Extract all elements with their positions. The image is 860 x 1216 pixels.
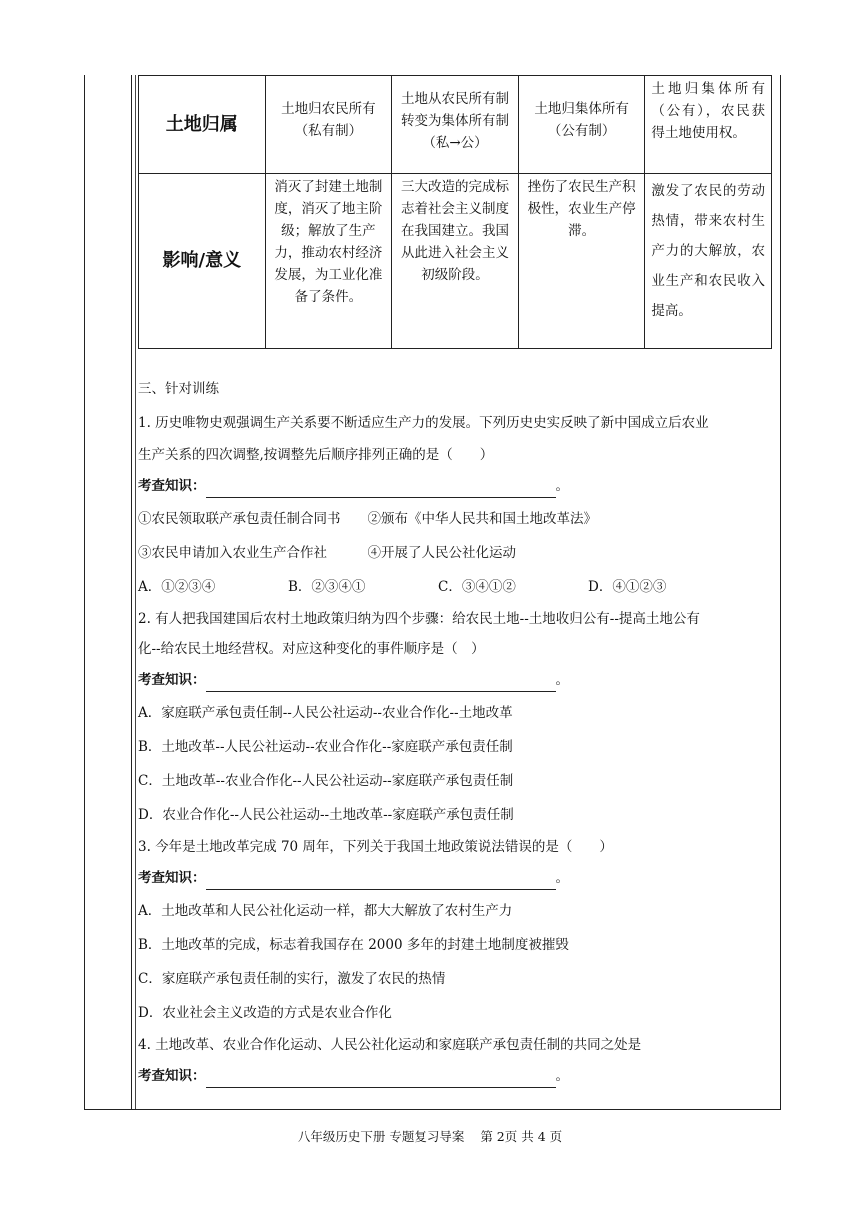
- table-cell: 三大改造的完成标志着社会主义制度在我国建立。我国从此进入社会主义初级阶段。: [392, 174, 519, 349]
- q4-knowledge-line: [138, 1060, 774, 1088]
- q2-option-c[interactable]: C．土地改革--农业合作化--人民公社运动--家庭联产承包责任制: [138, 773, 514, 789]
- table-row: [139, 76, 772, 174]
- option-d[interactable]: D．④①②③: [588, 579, 667, 595]
- q3-stem: 3. 今年是土地改革完成 70 周年，下列关于我国土地政策说法错误的是（ ）: [138, 839, 613, 855]
- footer-page-number: 第 2页 共 4 页: [480, 1129, 563, 1144]
- q2-option-b[interactable]: B．土地改革--人民公社运动--农业合作化--家庭联产承包责任制: [138, 739, 513, 755]
- q4-stem: 4. 土地改革、农业合作化运动、人民公社化运动和家庭联产承包责任制的共同之处是: [138, 1037, 642, 1053]
- row-header-impact: 影响/意义: [139, 174, 266, 349]
- row-header-ownership: 土地归属: [139, 76, 266, 174]
- q2-knowledge-line: [138, 664, 774, 692]
- q2-option-d[interactable]: D．农业合作化--人民公社运动--土地改革--家庭联产承包责任制: [138, 807, 514, 823]
- period: 。: [555, 870, 569, 886]
- footer-title: 八年级历史下册 专题复习导案: [297, 1129, 465, 1144]
- page-footer: [0, 1127, 860, 1145]
- option-a[interactable]: A．①②③④: [138, 579, 216, 595]
- table-cell: 土地归集体所有（公有），农民获得土地使用权。: [645, 76, 772, 174]
- table-cell: 激发了农民的劳动热情，带来农村生产力的大解放，农业生产和农民收入提高。: [645, 174, 772, 349]
- q1-items-line1: ①农民领取联产承包责任制合同书 ②颁布《中华人民共和国土地改革法》: [138, 511, 597, 527]
- table-cell: 土地从农民所有制转变为集体所有制（私→公）: [392, 76, 519, 174]
- table-cell: 土地归集体所有（公有制）: [518, 76, 645, 174]
- q3-knowledge-line: [138, 862, 774, 890]
- section-title: 三、针对训练: [138, 381, 219, 397]
- q3-option-c[interactable]: C．家庭联产承包责任制的实行，激发了农民的热情: [138, 971, 446, 987]
- period: 。: [555, 672, 569, 688]
- q2-stem-line1: 2. 有人把我国建国后农村土地政策归纳为四个步骤：给农民土地--土地收归公有--提高土地公有: [138, 611, 700, 627]
- comparison-table: [138, 75, 772, 349]
- exercise-section: [138, 372, 774, 1088]
- q3-option-b[interactable]: B．土地改革的完成，标志着我国存在 2000 多年的封建土地制度被摧毁: [138, 937, 569, 953]
- table-cell: 挫伤了农民生产积极性，农业生产停滞。: [518, 174, 645, 349]
- knowledge-label: 考查知识：: [138, 478, 206, 494]
- q1-stem-line2: 生产关系的四次调整,按调整先后顺序排列正确的是（ ）: [138, 447, 494, 463]
- knowledge-label: 考查知识：: [138, 870, 206, 886]
- table-cell: 消灭了封建土地制度，消灭了地主阶级；解放了生产力，推动农村经济发展，为工业化准备了条件。: [265, 174, 392, 349]
- q1-items-line2: ③农民申请加入农业生产合作社 ④开展了人民公社化运动: [138, 545, 516, 561]
- answer-blank[interactable]: [206, 1065, 556, 1088]
- period: 。: [555, 1068, 569, 1084]
- period: 。: [555, 478, 569, 494]
- q3-option-d[interactable]: D．农业社会主义改造的方式是农业合作化: [138, 1005, 392, 1021]
- q1-knowledge-line: [138, 470, 774, 498]
- answer-blank[interactable]: [206, 867, 556, 890]
- knowledge-label: 考查知识：: [138, 1068, 206, 1084]
- q1-options: [138, 570, 774, 604]
- left-margin-column: [85, 75, 132, 1109]
- table-cell: 土地归农民所有（私有制）: [265, 76, 392, 174]
- answer-blank[interactable]: [206, 669, 556, 692]
- q2-stem-line2: 化--给农民土地经营权。对应这种变化的事件顺序是（ ）: [138, 641, 485, 657]
- answer-blank[interactable]: [206, 475, 556, 498]
- option-c[interactable]: C．③④①②: [438, 579, 516, 595]
- option-b[interactable]: B．②③④①: [288, 579, 366, 595]
- inner-divider: [135, 75, 136, 1109]
- q2-option-a[interactable]: A．家庭联产承包责任制--人民公社运动--农业合作化--土地改革: [138, 705, 513, 721]
- q1-stem-line1: 1. 历史唯物史观强调生产关系要不断适应生产力的发展。下列历史史实反映了新中国成立后农业: [138, 415, 709, 431]
- table-row: [139, 174, 772, 349]
- q3-option-a[interactable]: A．土地改革和人民公社化运动一样，都大大解放了农村生产力: [138, 903, 513, 919]
- knowledge-label: 考查知识：: [138, 672, 206, 688]
